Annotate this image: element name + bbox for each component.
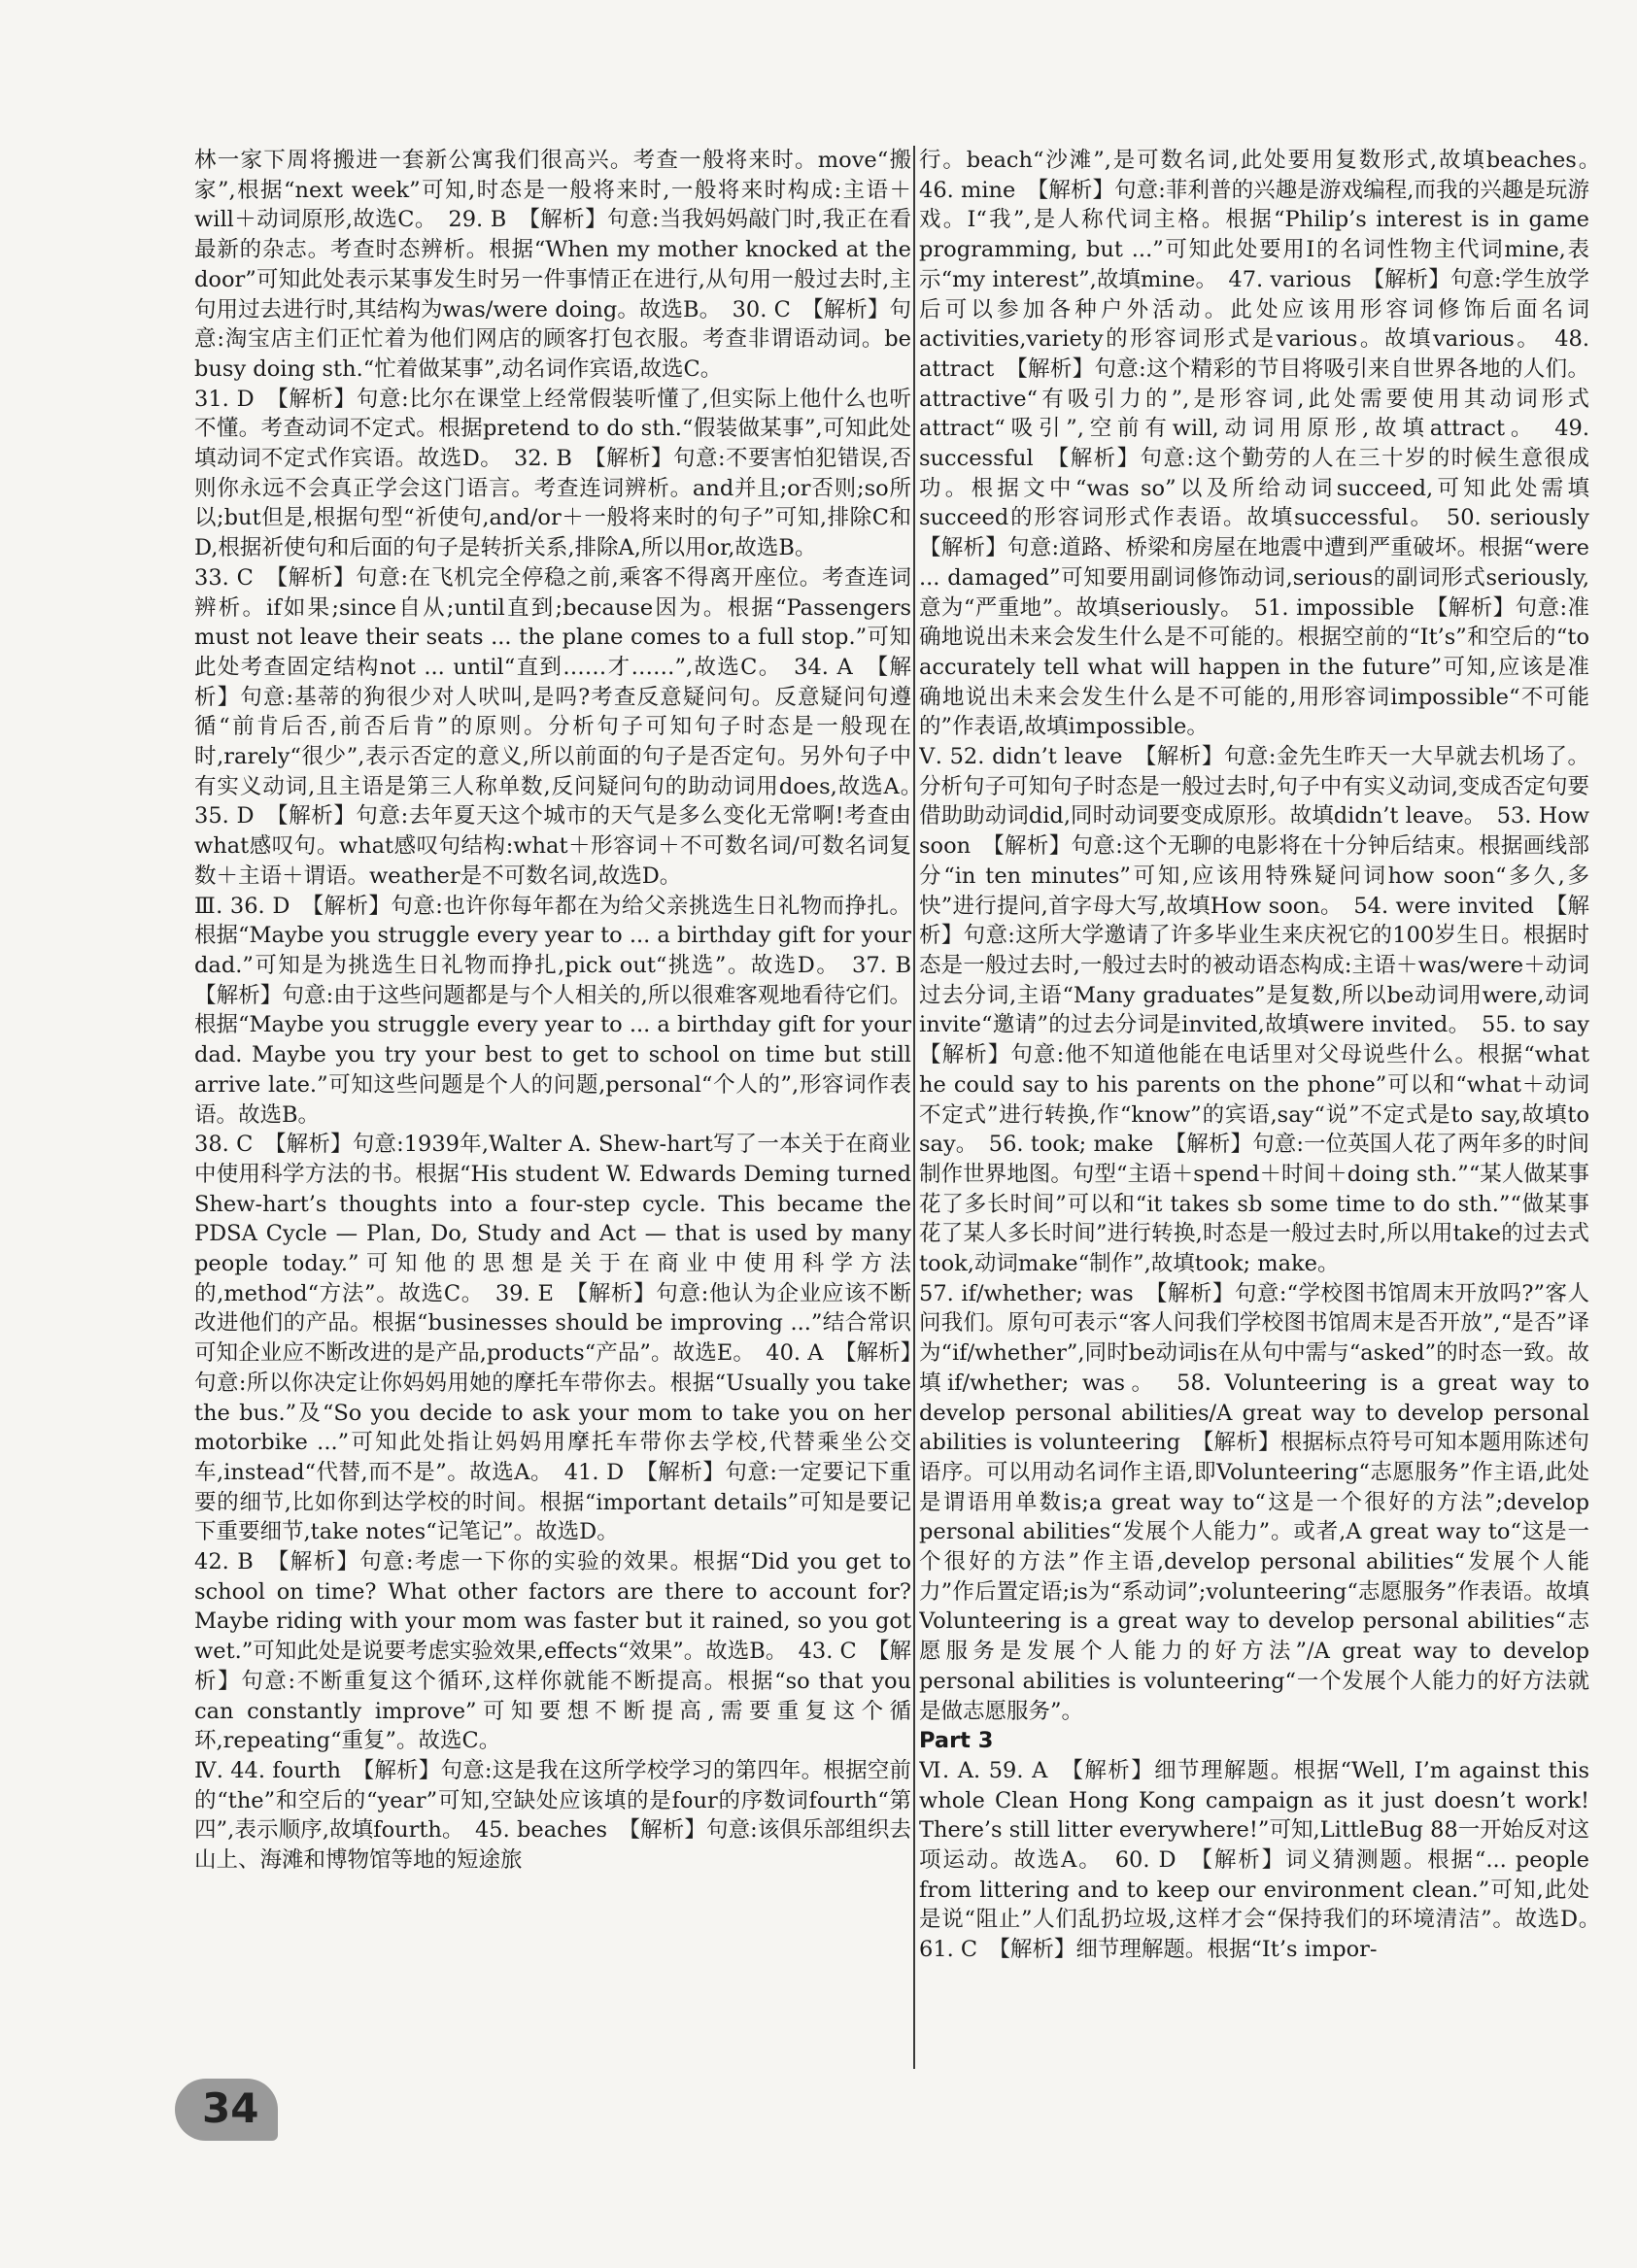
- section-paragraph: Ⅲ. 36. D 【解析】句意:也许你每年都在为给父亲挑选生日礼物而挣扎。根据“Maybe you struggle every year to ... a birthday gift for your dad.”可知是为挑选生日礼物而挣扎,pick out“挑选”。故选D。 37. B 【解析】句意:由于这些问题都是与个人相关的,所以很难客观地看待它们。根据“Maybe you struggle every year to ... a birthday gift for your dad. Maybe you try your best to get to school on time but still arrive late.”可知这些问题是个人的问题,personal“个人的”,形容词作表语。故选B。: [194, 893, 911, 1128]
- section-paragraph: Ⅳ. 44. fourth 【解析】句意:这是我在这所学校学习的第四年。根据空前的“the”和空后的“year”可知,空缺处应该填的是four的序数词fourth“第四”,表示顺序,故填fourth。 45. beaches 【解析】句意:该俱乐部组织去山上、海滩和博物馆等地的短途旅: [194, 1757, 911, 1874]
- answer-paragraph: 林一家下周将搬进一套新公寓我们很高兴。考查一般将来时。move“搬家”,根据“next week”可知,时态是一般将来时,一般将来时构成:主语＋will＋动词原形,故选C。 29. B 【解析】句意:当我妈妈敲门时,我正在看最新的杂志。考查时态辨析。根据“When my mother knocked at the door”可知此处表示某事发生时另一件事情正在进行,从句用一般过去时,主句用过去进行时,其结构为was/were doing。故选B。 30. C 【解析】句意:淘宝店主们正忙着为他们网店的顾客打包衣服。考查非谓语动词。be busy doing sth.“忙着做某事”,动名词作宾语,故选C。: [194, 148, 911, 382]
- answer-paragraph: 31. D 【解析】句意:比尔在课堂上经常假装听懂了,但实际上他什么也听不懂。考查动词不定式。根据pretend to do sth.“假装做某事”,可知此处填动词不定式作宾语。故选D。 32. B 【解析】句意:不要害怕犯错误,否则你永远不会真正学会这门语言。考查连词辨析。and并且;or否则;so所以;but但是,根据句型“祈使句,and/or＋一般将来时的句子”可知,排除C和D,根据祈使句和后面的句子是转折关系,排除A,所以用or,故选B。: [194, 386, 911, 561]
- answer-paragraph: 33. C 【解析】句意:在飞机完全停稳之前,乘客不得离开座位。考查连词辨析。if如果;since自从;until直到;because因为。根据“Passengers must not leave their seats ... the plane comes to a full stop.”可知此处考查固定结构not ... until“直到……才……”,故选C。 34. A 【解析】句意:基蒂的狗很少对人吠叫,是吗?考查反意疑问句。反意疑问句遵循“前肯后否,前否后肯”的原则。分析句子可知句子时态是一般现在时,rarely“很少”,表示否定的意义,所以前面的句子是否定句。另外句子中有实义动词,且主语是第三人称单数,反问疑问句的助动词用does,故选A。 35. D 【解析】句意:去年夏天这个城市的天气是多么变化无常啊!考查由what感叹句。what感叹句结构:what＋形容词＋不可数名词/可数名词复数＋主语＋谓语。weather是不可数名词,故选D。: [194, 564, 911, 889]
- page-number: 34: [202, 2084, 259, 2132]
- part-heading: Part 3: [919, 1728, 994, 1754]
- answer-paragraph: 42. B 【解析】句意:考虑一下你的实验的效果。根据“Did you get to school on time? What other factors are there to account for? Maybe riding with your mom was faster but it rained, so you got wet.”可知此处是说要考虑实验效果,effects“效果”。故选B。 43. C 【解析】句意:不断重复这个循环,这样你就能不断提高。根据“so that you can constantly improve”可知要想不断提高,需要重复这个循环,repeating“重复”。故选C。: [194, 1549, 911, 1754]
- right-column: [919, 146, 1589, 2079]
- column-divider: [913, 146, 915, 2069]
- answer-paragraph: 行。beach“沙滩”,是可数名词,此处要用复数形式,故填beaches。 46. mine 【解析】句意:菲利普的兴趣是游戏编程,而我的兴趣是玩游戏。I“我”,是人称代词主格。根据“Philip’s interest is in game programming, but ...”可知此处要用I的名词性物主代词mine,表示“my interest”,故填mine。 47. various 【解析】句意:学生放学后可以参加各种户外活动。此处应该用形容词修饰后面名词activities,variety的形容词形式是various。故填various。 48. attract 【解析】句意:这个精彩的节目将吸引来自世界各地的人们。attractive“有吸引力的”,是形容词,此处需要使用其动词形式attract“吸引”,空前有will,动词用原形,故填attract。 49. successful 【解析】句意:这个勤劳的人在三十岁的时候生意很成功。根据文中“was so”以及所给动词succeed,可知此处需填succeed的形容词形式作表语。故填successful。 50. seriously 【解析】句意:道路、桥梁和房屋在地震中遭到严重破坏。根据“were ... damaged”可知要用副词修饰动词,serious的副词形式seriously,意为“严重地”。故填seriously。 51. impossible 【解析】句意:准确地说出未来会发生什么是不可能的。根据空前的“It’s”和空后的“to accurately tell what will happen in the future”可知,应该是准确地说出未来会发生什么是不可能的,用形容词impossible“不可能的”作表语,故填impossible。: [919, 148, 1589, 740]
- answer-paragraph: 57. if/whether; was 【解析】句意:“学校图书馆周末开放吗?”客人问我们。原句可表示“客人问我们学校图书馆周末是否开放”,“是否”译为“if/whether”,同时be动词is在从句中需与“asked”的时态一致。故填if/whether; was。 58. Volunteering is a great way to develop personal abilities/A great way to develop personal abilities is volunteering 【解析】根据标点符号可知本题用陈述句语序。可以用动名词作主语,即Volunteering“志愿服务”作主语,此处是谓语用单数is;a great way to“这是一个很好的方法”;develop personal abilities“发展个人能力”。或者,A great way to“这是一个很好的方法”作主语,develop personal abilities“发展个人能力”作后置定语;is为“系动词”;volunteering“志愿服务”作表语。故填Volunteering is a great way to develop personal abilities“志愿服务是发展个人能力的好方法”/A great way to develop personal abilities is volunteering“一个发展个人能力的好方法就是做志愿服务”。: [919, 1280, 1589, 1724]
- left-column: [194, 146, 911, 2079]
- answer-paragraph: 38. C 【解析】句意:1939年,Walter A. Shew-hart写了一本关于在商业中使用科学方法的书。根据“His student W. Edwards Deming turned Shew-hart’s thoughts into a four-step cycle. This became the PDSA Cycle — Plan, Do, Study and Act — that is used by many people today.”可知他的思想是关于在商业中使用科学方法的,method“方法”。故选C。 39. E 【解析】句意:他认为企业应该不断改进他们的产品。根据“businesses should be improving ...”结合常识可知企业应不断改进的是产品,products“产品”。故选E。 40. A 【解析】句意:所以你决定让你妈妈用她的摩托车带你去。根据“Usually you take the bus.”及“So you decide to ask your mom to take you on her motorbike ...”可知此处指让妈妈用摩托车带你去学校,代替乘坐公交车,instead“代替,而不是”。故选A。 41. D 【解析】句意:一定要记下重要的细节,比如你到达学校的时间。根据“important details”可知是要记下重要细节,take notes“记笔记”。故选D。: [194, 1132, 911, 1545]
- section-paragraph: Ⅴ. 52. didn’t leave 【解析】句意:金先生昨天一大早就去机场了。分析句子可知句子时态是一般过去时,句子中有实义动词,变成否定句要借助助动词did,同时动词要变成原形。故填didn’t leave。 53. How soon 【解析】句意:这个无聊的电影将在十分钟后结束。根据画线部分“in ten minutes”可知,应该用特殊疑问词how soon“多久,多快”进行提问,首字母大写,故填How soon。 54. were invited 【解析】句意:这所大学邀请了许多毕业生来庆祝它的100岁生日。根据时态是一般过去时,一般过去时的被动语态构成:主语＋was/were＋动词过去分词,主语“Many graduates”是复数,所以be动词用were,动词invite“邀请”的过去分词是invited,故填were invited。 55. to say 【解析】句意:他不知道他能在电话里对父母说些什么。根据“what he could say to his parents on the phone”可以和“what＋动词不定式”进行转换,作“know”的宾语,say“说”不定式是to say,故填to say。 56. took; make 【解析】句意:一位英国人花了两年多的时间制作世界地图。句型“主语＋spend＋时间＋doing sth.”“某人做某事花了多长时间”可以和“it takes sb some time to do sth.”“做某事花了某人多长时间”进行转换,时态是一般过去时,所以用take的过去式took,动词make“制作”,故填took; make。: [919, 744, 1589, 1277]
- section-paragraph: Ⅵ. A. 59. A 【解析】细节理解题。根据“Well, I’m against this whole Clean Hong Kong campaign as it just doesn’t work! There’s still litter everywhere!”可知,LittleBug 88一开始反对这项运动。故选A。 60. D 【解析】词义猜测题。根据“... people from littering and to keep our environment clean.”可知,此处是说“阻止”人们乱扔垃圾,这样才会“保持我们的环境清洁”。故选D。 61. C 【解析】细节理解题。根据“It’s impor-: [919, 1757, 1589, 1963]
